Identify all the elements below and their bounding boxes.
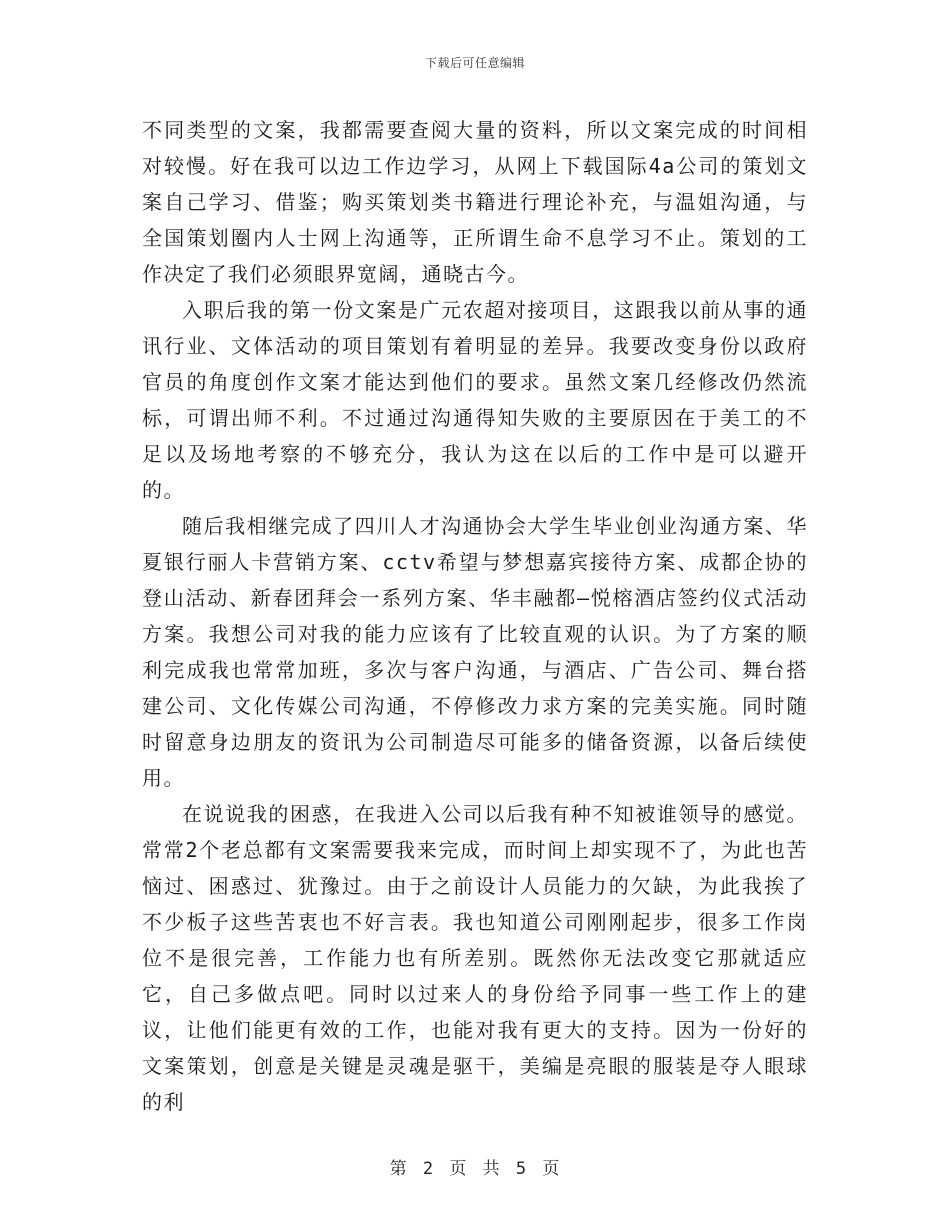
page-header: 下载后可任意编辑: [424, 56, 525, 70]
paragraph-confusion: 在说说我的困惑，在我进入公司以后我有种不知被谁领导的感觉。常常2个老总都有文案需要我来完成，而时间上却实现不了，为此也苦恼过、困惑过、犹豫过。由于之前设计人员能力的欠缺，为此我挨了不少板子这些苦衷也不好言表。我也知道公司刚刚起步，很多工作岗位不是很完善，工作能力也有所差别。既然你无法改变它那就适应它，自己多做点吧。同时以过来人的身份给予同事一些工作上的建议，让他们能更有效的工作，也能对我有更大的支持。因为一份好的文案策划，创意是关键是灵魂是驱干，美编是亮眼的服装是夺人眼球的利: [142, 802, 808, 1114]
paragraph-first-project: 入职后我的第一份文案是广元农超对接项目，这跟我以前从事的通讯行业、文体活动的项目策划有着明显的差异。我要改变身份以政府官员的角度创作文案才能达到他们的要求。虽然文案几经修改仍然流标，可谓出师不利。不过通过沟通得知失败的主要原因在于美工的不足以及场地考察的不够充分，我认为这在以后的工作中是可以避开的。: [142, 298, 808, 502]
document-body: [142, 112, 808, 1120]
paragraph-completed-projects: 随后我相继完成了四川人才沟通协会大学生毕业创业沟通方案、华夏银行丽人卡营销方案、cctv希望与梦想嘉宾接待方案、成都企协的登山活动、新春团拜会一系列方案、华丰融都—悦榕酒店签约仪式活动方案。我想公司对我的能力应该有了比较直观的认识。为了方案的顺利完成我也常常加班，多次与客户沟通，与酒店、广告公司、舞台搭建公司、文化传媒公司沟通，不停修改力求方案的完美实施。同时随时留意身边朋友的资讯为公司制造尽可能多的储备资源，以备后续使用。: [142, 514, 808, 790]
paragraph-continued: 不同类型的文案，我都需要查阅大量的资料，所以文案完成的时间相对较慢。好在我可以边工作边学习，从网上下载国际4a公司的策划文案自己学习、借鉴；购买策划类书籍进行理论补充，与温姐沟通，与全国策划圈内人士网上沟通等，正所谓生命不息学习不止。策划的工作决定了我们必须眼界宽阔，通晓古今。: [142, 118, 808, 286]
page-number: 第 2 页 共 5 页: [389, 1159, 561, 1179]
